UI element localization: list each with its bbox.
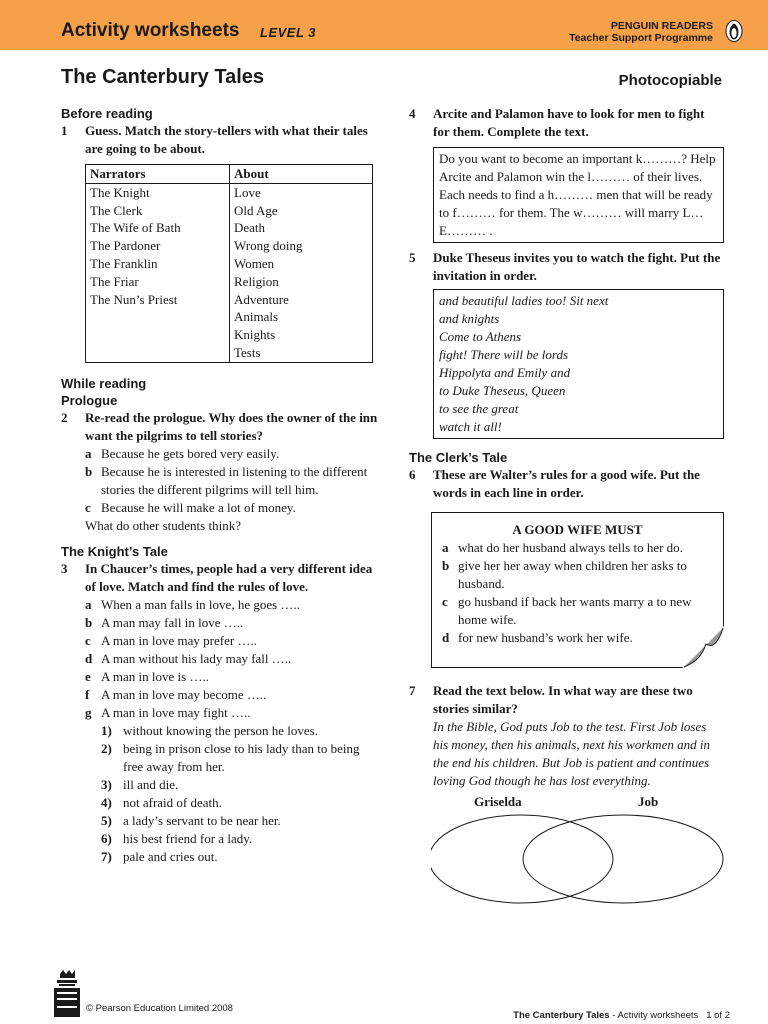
venn-label-job: Job	[638, 794, 659, 809]
left-column	[61, 105, 381, 866]
question-number: 1	[61, 123, 68, 138]
rule-option-c: c A man in love may prefer …..	[85, 632, 257, 648]
answer-7: 7) pale and cries out.	[101, 848, 218, 864]
invitation-line: and knights	[439, 311, 500, 326]
prologue-heading: Prologue	[61, 392, 118, 408]
table-row	[86, 183, 373, 362]
header-band	[0, 0, 768, 50]
rule-option-a: a When a man falls in love, he goes …..	[85, 596, 300, 612]
narrator-cell: The Knight The Clerk The Wife of Bath The Pardoner The Franklin The Friar The Nun’s Priest	[86, 183, 230, 362]
invitation-line: to see the great	[439, 401, 519, 416]
col-header-narrators: Narrators	[86, 165, 230, 184]
invitation-line: and beautiful ladies too! Sit next	[439, 293, 609, 308]
invitation-line: to Duke Theseus, Queen	[439, 383, 566, 398]
invitation-box	[433, 289, 724, 439]
copyright-text: © Pearson Education Limited 2008	[86, 1003, 233, 1014]
footer-left	[52, 968, 233, 1018]
option-b: b Because he is interested in listening to the different stories the different pilgrims will tell him.	[85, 463, 368, 497]
photocopiable-label: Photocopiable	[618, 72, 722, 89]
answer-2: 2) being in prison close to his lady than to being free away from her.	[101, 740, 360, 774]
followup-text: What do other students think?	[85, 517, 241, 533]
option-a: a Because he gets bored very easily.	[85, 445, 280, 461]
question-7: 7 Read the text below. In what way are these two stories similar?	[409, 683, 693, 716]
answer-5: 5) a lady’s servant to be near her.	[101, 812, 281, 828]
venn-circle-right	[523, 815, 723, 903]
answer-1: 1) without knowing the person he loves.	[101, 722, 318, 738]
wife-rule-b: b give her her away when children her asks to husband.	[442, 558, 687, 591]
while-reading-heading: While reading	[61, 375, 147, 391]
publisher-block	[569, 20, 713, 44]
wife-rule-d: d for new husband’s work her wife.	[442, 630, 633, 645]
rule-option-b: b A man may fall in love …..	[85, 614, 244, 630]
rule-option-g: g A man in love may fight …..	[85, 704, 251, 720]
footer-right	[513, 1010, 730, 1021]
rule-option-f: f A man in love may become …..	[85, 686, 267, 702]
about-cell: Love Old Age Death Wrong doing Women Religion Adventure Animals Knights Tests	[230, 183, 373, 362]
level-label: LEVEL 3	[260, 25, 317, 40]
footer-book-title: The Canterbury Tales	[513, 1010, 610, 1021]
rule-option-e: e A man in love is …..	[85, 668, 209, 684]
knights-tale-heading: The Knight’s Tale	[61, 543, 168, 559]
good-wife-title: A GOOD WIFE MUST	[512, 522, 643, 537]
rule-option-d: d A man without his lady may fall …..	[85, 650, 292, 666]
invitation-line: Come to Athens	[439, 329, 522, 344]
venn-circle-left	[431, 815, 613, 903]
question-1	[61, 122, 381, 158]
question-4: 4 Arcite and Palamon have to look for men to fight for them. Complete the text.	[409, 106, 705, 139]
wife-rule-c: c go husband if back her wants marry a to new home wife.	[442, 594, 692, 627]
question-2: 2 Re-read the prologue. Why does the owner of the inn want the pilgrims to tell stories?	[61, 409, 378, 443]
venn-label-griselda: Griselda	[474, 794, 522, 809]
question-text: Guess. Match the story-tellers with what their tales are going to be about.	[85, 123, 368, 156]
before-reading-heading: Before reading	[61, 106, 153, 121]
pearson-longman-logo-icon	[52, 968, 82, 1018]
page-curl-icon	[682, 626, 724, 668]
right-column	[409, 105, 724, 904]
invitation-line: Hippolyta and Emily and	[439, 365, 571, 380]
penguin-logo-icon	[725, 20, 743, 42]
page-number: 1 of 2	[706, 1010, 730, 1021]
fill-in-text-box: Do you want to become an important k………? Help Arcite and Palamon win the l……… of their lives. Each needs to find a h……… men that will be ready to f……… for them. The w……… will marry L… E……… .	[433, 147, 724, 243]
answer-3: 3) ill and die.	[101, 776, 179, 792]
publisher-line2: Teacher Support Programme	[569, 32, 713, 44]
venn-diagram	[431, 794, 731, 904]
narrators-table	[85, 164, 373, 363]
footer-suffix: - Activity worksheets	[609, 1010, 699, 1021]
job-passage: In the Bible, God puts Job to the test. First Job loses his money, then his animals, next his workmen and in the end his children. But Job is patient and continues loving God though he has lost everything.	[433, 719, 710, 788]
invitation-line: fight! There will be lords	[439, 347, 569, 362]
clerks-tale-heading: The Clerk’s Tale	[409, 450, 508, 465]
question-3: 3 In Chaucer’s times, people had a very different idea of love. Match and find the rules of love.	[61, 560, 373, 594]
option-c: c Because he will make a lot of money.	[85, 499, 296, 515]
answer-6: 6) his best friend for a lady.	[101, 830, 253, 846]
publisher-line1: PENGUIN READERS	[610, 20, 713, 32]
wife-rule-a: a what do her husband always tells to her do.	[442, 540, 683, 555]
invitation-line: watch it all!	[439, 419, 502, 434]
question-5: 5 Duke Theseus invites you to watch the fight. Put the invitation in order.	[409, 250, 721, 283]
answer-4: 4) not afraid of death.	[101, 794, 222, 810]
col-header-about: About	[230, 165, 373, 184]
worksheet-type-title: Activity worksheets	[61, 20, 240, 41]
question-6: 6 These are Walter’s rules for a good wife. Put the words in each line in order.	[409, 467, 700, 500]
good-wife-box	[431, 512, 724, 668]
page-title: The Canterbury Tales	[61, 66, 265, 88]
venn-circles	[431, 814, 731, 904]
